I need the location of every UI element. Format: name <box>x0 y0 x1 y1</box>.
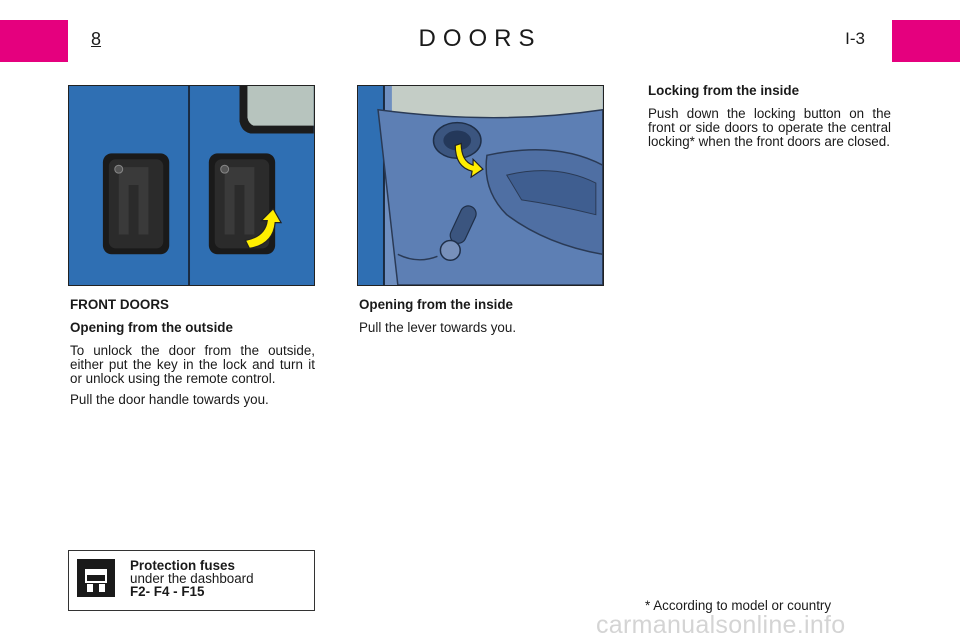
section-subheading: Opening from the inside <box>359 297 513 312</box>
fuse-title: Protection fuses <box>130 558 235 573</box>
page-reference: I-3 <box>845 29 865 48</box>
left-handle <box>103 153 169 254</box>
protection-fuses-box <box>68 550 315 611</box>
locking-inside-section <box>648 84 891 156</box>
section-subheading: Opening from the outside <box>70 320 233 335</box>
fuse-icon <box>77 559 115 597</box>
section-paragraph: Pull the lever towards you. <box>359 320 517 335</box>
page-title: DOORS <box>418 25 542 52</box>
chapter-number[interactable]: 8 <box>91 29 102 49</box>
section-paragraph: Push down the locking button on the front or side doors to operate the central locking* when the front doors are closed. <box>648 106 891 149</box>
section-subheading: Locking from the inside <box>648 83 800 98</box>
opening-inside-section <box>359 298 604 342</box>
interior-door-illustration <box>357 85 604 286</box>
section-paragraph: Pull the door handle towards you. <box>70 392 269 407</box>
watermark: carmanualsonline.info <box>596 611 846 639</box>
fuse-numbers: F2- F4 - F15 <box>130 584 205 599</box>
fuse-location: under the dashboard <box>130 571 254 586</box>
exterior-door-handles-illustration <box>68 85 315 286</box>
fuse-text <box>130 559 254 598</box>
section-heading: FRONT DOORS <box>70 297 169 312</box>
section-paragraph: To unlock the door from the outside, either put the key in the lock and turn it or unlock using the remote control. <box>70 343 315 386</box>
front-doors-section <box>70 298 315 414</box>
footnote: * According to model or country <box>645 598 832 613</box>
